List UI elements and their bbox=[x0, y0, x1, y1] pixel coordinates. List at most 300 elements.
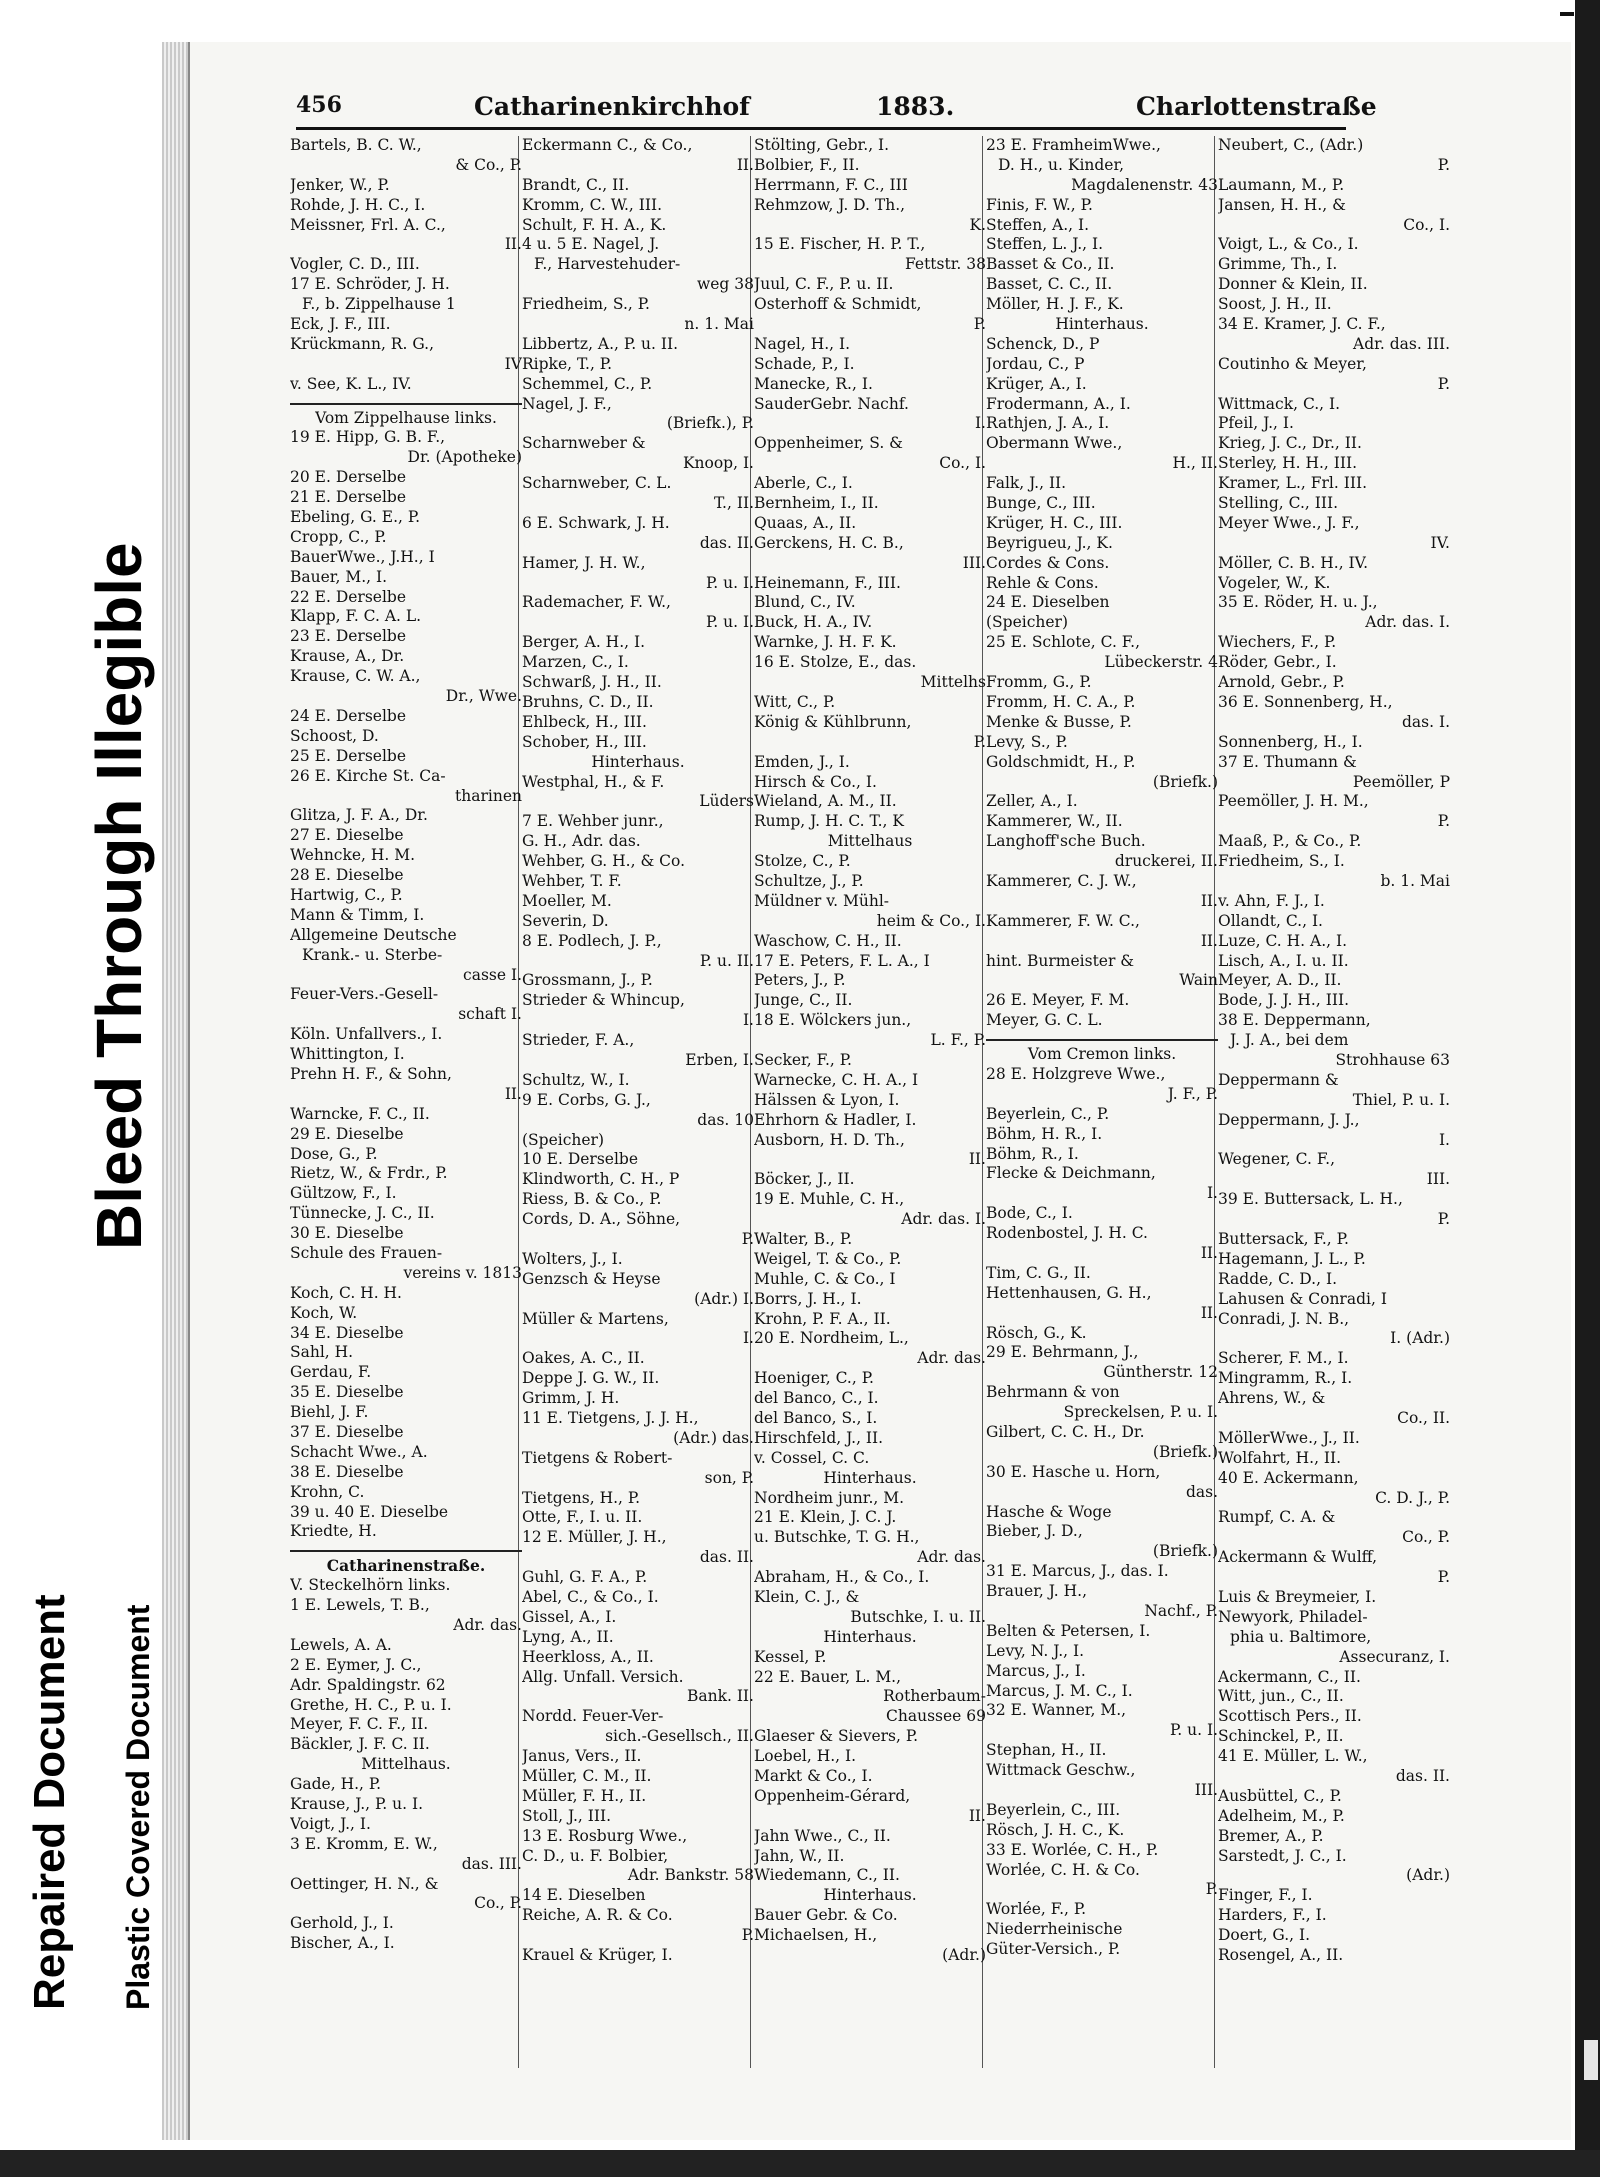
directory-entry: 19 E. Hipp, G. B. F., bbox=[290, 428, 446, 447]
directory-entry: 38 E. Dieselbe bbox=[290, 1462, 404, 1481]
directory-entry: del Banco, S., I. bbox=[754, 1409, 878, 1427]
directory-entry: Wittmack, C., I. bbox=[1218, 394, 1341, 413]
directory-entry: v. Ahn, F. J., I. bbox=[1218, 891, 1325, 910]
directory-entry: Newyork, Philadel- bbox=[1218, 1607, 1368, 1626]
directory-entry: Gerdau, F. bbox=[290, 1363, 372, 1382]
directory-entry: Finger, F., I. bbox=[1218, 1886, 1313, 1905]
directory-entry: Co., II. bbox=[1397, 1409, 1450, 1427]
directory-entry: Böhm, H. R., I. bbox=[986, 1124, 1103, 1143]
directory-entry: Lisch, A., I. u. II. bbox=[1218, 951, 1349, 970]
directory-entry: Conradi, J. N. B., bbox=[1218, 1309, 1350, 1328]
scanner-border-bottom bbox=[0, 2150, 1600, 2177]
directory-entry: Schenck, D., P bbox=[986, 334, 1100, 353]
directory-entry: Witt, C., P. bbox=[754, 692, 836, 711]
directory-entry: Bunge, C., III. bbox=[986, 494, 1096, 513]
directory-entry: F., b. Zippelhause 1 bbox=[302, 295, 456, 314]
directory-entry: Adr. das. bbox=[453, 1616, 522, 1635]
directory-entry: Thiel, P. u. I. bbox=[1352, 1090, 1450, 1109]
directory-entry: 22 E. Derselbe bbox=[290, 587, 407, 606]
directory-entry: 35 E. Dieselbe bbox=[290, 1383, 404, 1402]
directory-entry: 23 E. FramheimWwe., bbox=[986, 136, 1161, 154]
directory-entry: 26 E. Kirche St. Ca- bbox=[290, 766, 446, 785]
directory-entry: 24 E. Derselbe bbox=[290, 706, 407, 725]
directory-entry: Doert, G., I. bbox=[1218, 1926, 1311, 1945]
directory-entry: 3 E. Kromm, E. W., bbox=[290, 1834, 438, 1853]
directory-entry: Schule des Frauen- bbox=[290, 1243, 443, 1262]
directory-entry: I. (Adr.) bbox=[1390, 1329, 1450, 1348]
directory-entry: Wieland, A. M., II. bbox=[754, 792, 897, 811]
header-right-street: Charlottenstraße bbox=[1136, 92, 1377, 121]
directory-entry: Kriedte, H. bbox=[290, 1522, 377, 1541]
directory-entry: Vom Cremon links. bbox=[1027, 1045, 1177, 1064]
directory-entry: Schober, H., III. bbox=[522, 732, 647, 751]
directory-entry: MöllerWwe., J., II. bbox=[1218, 1428, 1360, 1447]
directory-entry: del Banco, C., I. bbox=[754, 1389, 879, 1408]
directory-entry: Herrmann, F. C., III bbox=[754, 175, 908, 194]
directory-entry: Eckermann C., & Co., bbox=[522, 136, 693, 154]
directory-entry: Koch, W. bbox=[290, 1303, 358, 1322]
directory-entry: Meissner, Frl. A. C., bbox=[290, 215, 446, 234]
directory-entry: T., II. bbox=[713, 494, 754, 513]
directory-entry: Co., I. bbox=[939, 454, 986, 473]
directory-entry: Bernheim, I., II. bbox=[754, 494, 879, 513]
directory-entry: Scharnweber & bbox=[522, 434, 646, 453]
directory-entry: 14 E. Dieselben bbox=[522, 1886, 646, 1905]
directory-entry: Laumann, M., P. bbox=[1218, 175, 1345, 194]
directory-entry: Warnke, J. H. F. K. bbox=[754, 633, 897, 652]
directory-entry: Adr. das. III. bbox=[1353, 334, 1450, 353]
directory-entry: Waschow, C. H., II. bbox=[754, 931, 902, 950]
directory-entry: Spreckelsen, P. u. I. bbox=[1063, 1403, 1218, 1422]
directory-entry: Lübeckerstr. 4 bbox=[1104, 653, 1218, 672]
directory-entry: Oakes, A. C., II. bbox=[522, 1349, 645, 1368]
directory-entry: Menke & Busse, P. bbox=[986, 712, 1132, 731]
directory-entry: Wolfahrt, H., II. bbox=[1218, 1448, 1342, 1467]
directory-entry: Deppe J. G. W., II. bbox=[522, 1369, 660, 1388]
directory-entry: Oppenheimer, S. & bbox=[754, 434, 903, 453]
directory-entry: Reiche, A. R. & Co. bbox=[522, 1906, 673, 1925]
directory-entry: & Co., P. bbox=[455, 155, 522, 174]
directory-entry: Rosengel, A., II. bbox=[1218, 1946, 1344, 1965]
directory-entry: Hirschfeld, J., II. bbox=[754, 1428, 884, 1447]
directory-entry: tharinen bbox=[455, 786, 522, 805]
directory-entry: 38 E. Deppermann, bbox=[1218, 1011, 1371, 1030]
directory-entry: Co., P. bbox=[474, 1894, 522, 1913]
directory-entry: Bode, J. J. H., III. bbox=[1218, 991, 1349, 1010]
directory-entry: Röder, Gebr., I. bbox=[1218, 653, 1337, 672]
directory-entry: Ausbüttel, C., P. bbox=[1218, 1786, 1342, 1805]
directory-entry: Friedheim, S., I. bbox=[1218, 852, 1345, 871]
directory-entry: b. 1. Mai bbox=[1380, 871, 1450, 890]
directory-entry: II. bbox=[1200, 931, 1218, 950]
directory-entry: Butschke, I. u. II. bbox=[850, 1607, 986, 1626]
scanner-border-right bbox=[1575, 0, 1600, 2177]
directory-entry: Otte, F., I. u. II. bbox=[522, 1508, 643, 1527]
directory-entry: Peters, J., P. bbox=[754, 971, 846, 990]
directory-entry: Wegener, C. F., bbox=[1218, 1150, 1336, 1169]
directory-entry: Finis, F. W., P. bbox=[986, 195, 1093, 214]
directory-entry: Adelheim, M., P. bbox=[1218, 1806, 1345, 1825]
directory-entry: Severin, D. bbox=[522, 911, 609, 930]
directory-entry: Krückmann, R. G., bbox=[290, 334, 435, 353]
directory-entry: Rathjen, J. A., I. bbox=[986, 414, 1110, 433]
directory-entry: BauerWwe., J.H., I bbox=[290, 547, 435, 566]
directory-entry: Sonnenberg, H., I. bbox=[1218, 732, 1363, 751]
directory-entry: Meyer, A. D., II. bbox=[1218, 971, 1342, 990]
header-rule bbox=[296, 127, 1346, 130]
directory-entry: Flecke & Deichmann, bbox=[986, 1164, 1156, 1183]
directory-entry: Genzsch & Heyse bbox=[522, 1269, 661, 1288]
directory-entry: Bauer Gebr. & Co. bbox=[754, 1906, 898, 1925]
directory-entry: Schoost, D. bbox=[290, 726, 379, 745]
directory-entry: Krüger, H. C., III. bbox=[986, 513, 1123, 532]
directory-entry: 2 E. Eymer, J. C., bbox=[290, 1655, 422, 1674]
directory-entry: das. bbox=[1185, 1482, 1218, 1501]
directory-entry: Heinemann, F., III. bbox=[754, 573, 901, 592]
directory-entry: Kammerer, F. W. C., bbox=[986, 911, 1140, 930]
directory-entry: 35 E. Röder, H. u. J., bbox=[1218, 593, 1378, 612]
directory-entry: (Briefk.) bbox=[1152, 1442, 1218, 1461]
directory-entry: (Adr.) bbox=[942, 1946, 986, 1965]
directory-entry: Fettstr. 38 bbox=[904, 255, 986, 274]
directory-entry: Ehrhorn & Hadler, I. bbox=[754, 1110, 917, 1129]
directory-entry: Worlée, C. H. & Co. bbox=[986, 1860, 1140, 1879]
directory-entry: Müller, C. M., II. bbox=[522, 1767, 652, 1786]
directory-entry: Adr. das. I. bbox=[901, 1210, 986, 1229]
directory-entry: Güntherstr. 12 bbox=[1103, 1363, 1218, 1382]
directory-entry: 10 E. Derselbe bbox=[522, 1150, 639, 1169]
directory-entry: C. D. J., P. bbox=[1375, 1488, 1450, 1507]
directory-entry: 19 E. Muhle, C. H., bbox=[754, 1190, 905, 1209]
directory-entry: Behrmann & von bbox=[986, 1383, 1120, 1402]
directory-entry: v. See, K. L., IV. bbox=[290, 374, 412, 393]
directory-entry: J. J. A., bei dem bbox=[1230, 1031, 1349, 1050]
directory-entry: Marcus, J., I. bbox=[986, 1661, 1086, 1680]
directory-entry: Tietgens, H., P. bbox=[522, 1488, 641, 1507]
directory-entry: Kromm, C. W., III. bbox=[522, 195, 663, 214]
directory-entry: Libbertz, A., P. u. II. bbox=[522, 334, 679, 353]
directory-entry: Müller, F. H., II. bbox=[522, 1786, 647, 1805]
directory-entry: Arnold, Gebr., P. bbox=[1218, 673, 1345, 692]
directory-entry: Voigt, L., & Co., I. bbox=[1218, 235, 1359, 254]
section-rule bbox=[290, 395, 522, 405]
directory-entry: Krause, A., Dr. bbox=[290, 647, 405, 666]
directory-entry: Buck, H. A., IV. bbox=[754, 613, 873, 632]
directory-entry: das. II. bbox=[1395, 1767, 1450, 1786]
directory-column-1 bbox=[290, 136, 522, 1954]
directory-entry: P. bbox=[1437, 374, 1450, 393]
section-rule bbox=[986, 1031, 1218, 1041]
directory-entry: Biehl, J. F. bbox=[290, 1403, 369, 1422]
directory-entry: Bäckler, J. F. C. II. bbox=[290, 1735, 430, 1754]
directory-entry: Hälssen & Lyon, I. bbox=[754, 1090, 900, 1109]
directory-entry: 30 E. Dieselbe bbox=[290, 1224, 404, 1243]
directory-entry: Maaß, P., & Co., P. bbox=[1218, 832, 1362, 851]
directory-entry: Beyerlein, C., III. bbox=[986, 1800, 1121, 1819]
directory-entry: 25 E. Derselbe bbox=[290, 746, 407, 765]
directory-entry: Tim, C. G., II. bbox=[986, 1263, 1091, 1282]
directory-entry: Feuer-Vers.-Gesell- bbox=[290, 985, 439, 1004]
directory-entry: Guhl, G. F. A., P. bbox=[522, 1568, 648, 1587]
directory-entry: 27 E. Dieselbe bbox=[290, 826, 404, 845]
directory-entry: Schinckel, P., II. bbox=[1218, 1727, 1344, 1746]
scanner-tick bbox=[1560, 12, 1574, 16]
directory-entry: Junge, C., II. bbox=[754, 991, 853, 1010]
directory-entry: schaft I. bbox=[458, 1005, 522, 1024]
directory-entry: Erben, I. bbox=[685, 1050, 754, 1069]
directory-entry: Steffen, L. J., I. bbox=[986, 235, 1104, 254]
directory-entry: Kramer, L., Frl. III. bbox=[1218, 474, 1368, 493]
directory-entry: sich.-Gesellsch., II. bbox=[605, 1727, 754, 1746]
directory-entry: Meyer, F. C. F., II. bbox=[290, 1715, 429, 1734]
directory-entry: P. bbox=[741, 1229, 754, 1248]
directory-entry: 24 E. Dieselben bbox=[986, 593, 1110, 612]
scanner-mark bbox=[1584, 2040, 1598, 2080]
directory-entry: Weigel, T. & Co., P. bbox=[754, 1249, 902, 1268]
directory-entry: 30 E. Hasche u. Horn, bbox=[986, 1462, 1161, 1481]
directory-entry: 40 E. Ackermann, bbox=[1218, 1468, 1359, 1487]
directory-entry: Levy, S., P. bbox=[986, 732, 1068, 751]
directory-entry: Osterhoff & Schmidt, bbox=[754, 295, 922, 314]
directory-entry: Krohn, P. F. A., II. bbox=[754, 1309, 891, 1328]
directory-entry: Jahn, W., II. bbox=[754, 1846, 845, 1865]
directory-entry: (Adr.) bbox=[1406, 1866, 1450, 1885]
directory-entry: 29 E. Dieselbe bbox=[290, 1124, 404, 1143]
directory-entry: Frodermann, A., I. bbox=[986, 394, 1131, 413]
directory-entry: Ackermann, C., II. bbox=[1218, 1667, 1361, 1686]
header-year: 1883. bbox=[876, 92, 955, 121]
directory-entry: Aberle, C., I. bbox=[754, 474, 853, 493]
directory-entry: Allgemeine Deutsche bbox=[290, 925, 457, 944]
directory-entry: II. bbox=[504, 1084, 522, 1103]
directory-entry: 29 E. Behrmann, J., bbox=[986, 1343, 1139, 1362]
page-number: 456 bbox=[296, 92, 342, 118]
directory-entry: Mittelhaus bbox=[827, 832, 913, 851]
directory-entry: Scharnweber, C. L. bbox=[522, 474, 672, 493]
directory-entry: Hoeniger, C., P. bbox=[754, 1369, 874, 1388]
directory-entry: son, P. bbox=[704, 1468, 754, 1487]
directory-entry: Schultze, J., P. bbox=[754, 871, 864, 890]
directory-entry: Rietz, W., & Frdr., P. bbox=[290, 1164, 448, 1183]
directory-entry: Wiechers, F., P. bbox=[1218, 633, 1337, 652]
directory-entry: (Adr.) I. bbox=[694, 1289, 754, 1308]
directory-entry: 20 E. Derselbe bbox=[290, 468, 407, 487]
directory-entry: Walter, B., P. bbox=[754, 1229, 853, 1248]
directory-entry: Zeller, A., I. bbox=[986, 792, 1078, 811]
directory-entry: Gültzow, F., I. bbox=[290, 1184, 397, 1203]
directory-column-5 bbox=[1218, 136, 1450, 1966]
directory-entry: v. Cossel, C. C. bbox=[754, 1448, 870, 1467]
directory-entry: SauderGebr. Nachf. bbox=[754, 394, 909, 413]
directory-entry: Ackermann & Wulff, bbox=[1218, 1548, 1378, 1567]
directory-entry: Gerhold, J., I. bbox=[290, 1914, 394, 1933]
directory-entry: Mingramm, R., I. bbox=[1218, 1369, 1353, 1388]
directory-entry: P. bbox=[973, 315, 986, 334]
directory-entry: Wain bbox=[1179, 971, 1218, 990]
directory-entry: Abraham, H., & Co., I. bbox=[754, 1568, 930, 1587]
directory-entry: Rohde, J. H. C., I. bbox=[290, 195, 426, 214]
directory-entry: Kessel, P. bbox=[754, 1647, 827, 1666]
directory-entry: Michaelsen, H., bbox=[754, 1926, 878, 1945]
directory-entry: 25 E. Schlote, C. F., bbox=[986, 633, 1141, 652]
directory-entry: D. H., u. Kinder, bbox=[998, 155, 1125, 174]
directory-entry: Nordd. Feuer-Ver- bbox=[522, 1707, 664, 1726]
directory-entry: 16 E. Stolze, E., das. bbox=[754, 653, 917, 672]
directory-entry: (Briefk.) bbox=[1152, 1542, 1218, 1561]
directory-entry: F., Harvestehuder- bbox=[534, 255, 681, 274]
directory-entry: I. bbox=[742, 1329, 754, 1348]
directory-entry: Lüders bbox=[699, 792, 754, 811]
directory-entry: Gerckens, H. C. B., bbox=[754, 533, 904, 552]
directory-entry: Müller & Martens, bbox=[522, 1309, 669, 1328]
directory-entry: Ebeling, G. E., P. bbox=[290, 508, 421, 527]
directory-entry: Oppenheim-Gérard, bbox=[754, 1786, 911, 1805]
directory-entry: Borrs, J. H., I. bbox=[754, 1289, 862, 1308]
directory-entry: druckerei, II. bbox=[1114, 852, 1218, 871]
directory-entry: Marcus, J. M. C., I. bbox=[986, 1681, 1133, 1700]
directory-entry: Kammerer, C. J. W., bbox=[986, 871, 1137, 890]
directory-entry: G. H., Adr. das. bbox=[522, 832, 641, 851]
directory-entry: Möller, H. J. F., K. bbox=[986, 295, 1124, 314]
directory-entry: II. bbox=[968, 1806, 986, 1825]
directory-entry: K. bbox=[969, 215, 986, 234]
directory-entry: I. bbox=[1206, 1184, 1218, 1203]
directory-entry: Warnecke, C. H. A., I bbox=[754, 1070, 919, 1089]
bleed-through-illegible-label: Bleed Through Illegible bbox=[83, 542, 155, 1250]
directory-entry: Deppermann & bbox=[1218, 1070, 1339, 1089]
directory-entry: Marzen, C., I. bbox=[522, 653, 629, 672]
directory-entry: Sarstedt, J. C., I. bbox=[1218, 1846, 1347, 1865]
directory-entry: Krüger, A., I. bbox=[986, 374, 1087, 393]
directory-entry: Soost, J. H., II. bbox=[1218, 295, 1332, 314]
plastic-covered-document-label: Plastic Covered Document bbox=[120, 1604, 156, 2010]
directory-entry: Bruhns, C. D., II. bbox=[522, 692, 654, 711]
directory-entry: das. II. bbox=[699, 1548, 754, 1567]
directory-entry: Möller, C. B. H., IV. bbox=[1218, 553, 1369, 572]
directory-entry: das. 10 bbox=[697, 1110, 754, 1129]
directory-entry: 12 E. Müller, J. H., bbox=[522, 1528, 667, 1547]
directory-entry: Steffen, A., I. bbox=[986, 215, 1090, 234]
directory-entry: P. bbox=[1437, 812, 1450, 831]
directory-entry: IV. bbox=[1430, 533, 1450, 552]
directory-entry: Schade, P., I. bbox=[754, 354, 855, 373]
directory-entry: 22 E. Bauer, L. M., bbox=[754, 1667, 902, 1686]
directory-entry: Rösch, J. H. C., K. bbox=[986, 1820, 1125, 1839]
directory-entry: Lyng, A., II. bbox=[522, 1627, 614, 1646]
directory-entry: Neubert, C., (Adr.) bbox=[1218, 136, 1364, 154]
directory-entry: Köln. Unfallvers., I. bbox=[290, 1025, 443, 1044]
directory-entry: Güter-Versich., P. bbox=[986, 1940, 1121, 1959]
directory-entry: Basset, C. C., II. bbox=[986, 275, 1113, 294]
directory-entry: Brandt, C., II. bbox=[522, 175, 630, 194]
directory-entry: Abel, C., & Co., I. bbox=[522, 1588, 659, 1607]
directory-entry: Adr. das. bbox=[917, 1548, 986, 1567]
directory-entry: 39 u. 40 E. Dieselbe bbox=[290, 1502, 449, 1521]
directory-entry: Wehncke, H. M. bbox=[290, 846, 416, 865]
directory-entry: 11 E. Tietgens, J. J. H., bbox=[522, 1409, 699, 1427]
directory-entry: Bauer, M., I. bbox=[290, 567, 388, 586]
directory-entry: Chaussee 69 bbox=[886, 1707, 986, 1726]
directory-entry: Oettinger, H. N., & bbox=[290, 1874, 439, 1893]
directory-entry: Kammerer, W., II. bbox=[986, 812, 1123, 831]
directory-entry: II. bbox=[1200, 891, 1218, 910]
directory-entry: Rehmzow, J. D. Th., bbox=[754, 195, 906, 214]
directory-entry: Falk, J., II. bbox=[986, 474, 1067, 493]
directory-entry: II. bbox=[1200, 1303, 1218, 1322]
directory-entry: Emden, J., I. bbox=[754, 752, 850, 771]
directory-entry: Peemöller, J. H. M., bbox=[1218, 792, 1369, 811]
directory-entry: J. F., P. bbox=[1167, 1084, 1218, 1103]
directory-entry: Mittelhaus. bbox=[361, 1755, 451, 1774]
directory-entry: Warncke, F. C., II. bbox=[290, 1104, 430, 1123]
directory-entry: Riess, B. & Co., P. bbox=[522, 1190, 662, 1209]
directory-entry: Vogeler, W., K. bbox=[1218, 573, 1331, 592]
directory-entry: Grimme, Th., I. bbox=[1218, 255, 1338, 274]
directory-entry: Wiedemann, C., II. bbox=[754, 1866, 900, 1885]
directory-entry: Deppermann, J. J., bbox=[1218, 1110, 1360, 1129]
directory-entry: 4 u. 5 E. Nagel, J. bbox=[522, 235, 660, 254]
directory-entry: König & Kühlbrunn, bbox=[754, 712, 912, 731]
directory-entry: Ehlbeck, H., III. bbox=[522, 712, 647, 731]
directory-entry: Vogler, C. D., III. bbox=[290, 255, 420, 274]
directory-entry: Wehber, G. H., & Co. bbox=[522, 852, 686, 871]
directory-entry: Janus, Vers., II. bbox=[522, 1747, 642, 1766]
page-edges bbox=[162, 42, 190, 2140]
directory-entry: Cords, D. A., Söhne, bbox=[522, 1210, 681, 1229]
directory-entry: Fromm, G., P. bbox=[986, 673, 1092, 692]
directory-entry: Tünnecke, J. C., II. bbox=[290, 1204, 435, 1223]
directory-entry: Juul, C. F., P. u. II. bbox=[754, 275, 894, 294]
directory-entry: Quaas, A., II. bbox=[754, 513, 857, 532]
directory-entry: 37 E. Thumann & bbox=[1218, 752, 1357, 771]
directory-entry: Rodenbostel, J. H. C. bbox=[986, 1224, 1148, 1243]
directory-entry: P. bbox=[1437, 1568, 1450, 1587]
directory-entry: 34 E. Dieselbe bbox=[290, 1323, 404, 1342]
directory-entry: Jahn Wwe., C., II. bbox=[754, 1826, 891, 1845]
directory-entry: Meyer, G. C. L. bbox=[986, 1011, 1103, 1030]
directory-entry: Harders, F., I. bbox=[1218, 1906, 1327, 1925]
directory-entry: Krauel & Krüger, I. bbox=[522, 1946, 673, 1965]
directory-entry: Rotherbaum- bbox=[883, 1687, 986, 1706]
directory-entry: Krieg, J. C., Dr., II. bbox=[1218, 434, 1362, 453]
directory-entry: phia u. Baltimore, bbox=[1230, 1627, 1372, 1646]
section-rule bbox=[290, 1542, 522, 1552]
directory-entry: hint. Burmeister & bbox=[986, 951, 1135, 970]
directory-entry: 28 E. Dieselbe bbox=[290, 866, 404, 885]
directory-entry: Nordheim junr., M. bbox=[754, 1488, 905, 1507]
directory-entry: 21 E. Klein, J. C. J. bbox=[754, 1508, 897, 1527]
directory-entry: Allg. Unfall. Versich. bbox=[522, 1667, 684, 1686]
directory-entry: Hinterhaus. bbox=[823, 1886, 917, 1905]
directory-entry: Klindworth, C. H., P bbox=[522, 1170, 680, 1189]
directory-entry: Co., P. bbox=[1402, 1528, 1450, 1547]
directory-entry: u. Butschke, T. G. H., bbox=[754, 1528, 920, 1547]
directory-entry: Peemöller, P bbox=[1352, 772, 1450, 791]
directory-entry: L. F., P. bbox=[930, 1031, 986, 1050]
directory-entry: heim & Co., I. bbox=[876, 911, 986, 930]
directory-entry: Worlée, F., P. bbox=[986, 1900, 1087, 1919]
directory-entry: vereins v. 1813 bbox=[403, 1263, 522, 1282]
directory-entry: Stephan, H., II. bbox=[986, 1741, 1107, 1760]
directory-entry: P. u. I. bbox=[705, 613, 754, 632]
directory-entry: I. bbox=[742, 1011, 754, 1030]
directory-entry: das. I. bbox=[1401, 712, 1450, 731]
directory-entry: Berger, A. H., I. bbox=[522, 633, 646, 652]
directory-entry: Wehber, T. F. bbox=[522, 871, 622, 890]
directory-entry: Levy, N. J., I. bbox=[986, 1641, 1085, 1660]
directory-entry: Grimm, J. H. bbox=[522, 1389, 620, 1408]
directory-entry: Sterley, H. H., III. bbox=[1218, 454, 1358, 473]
